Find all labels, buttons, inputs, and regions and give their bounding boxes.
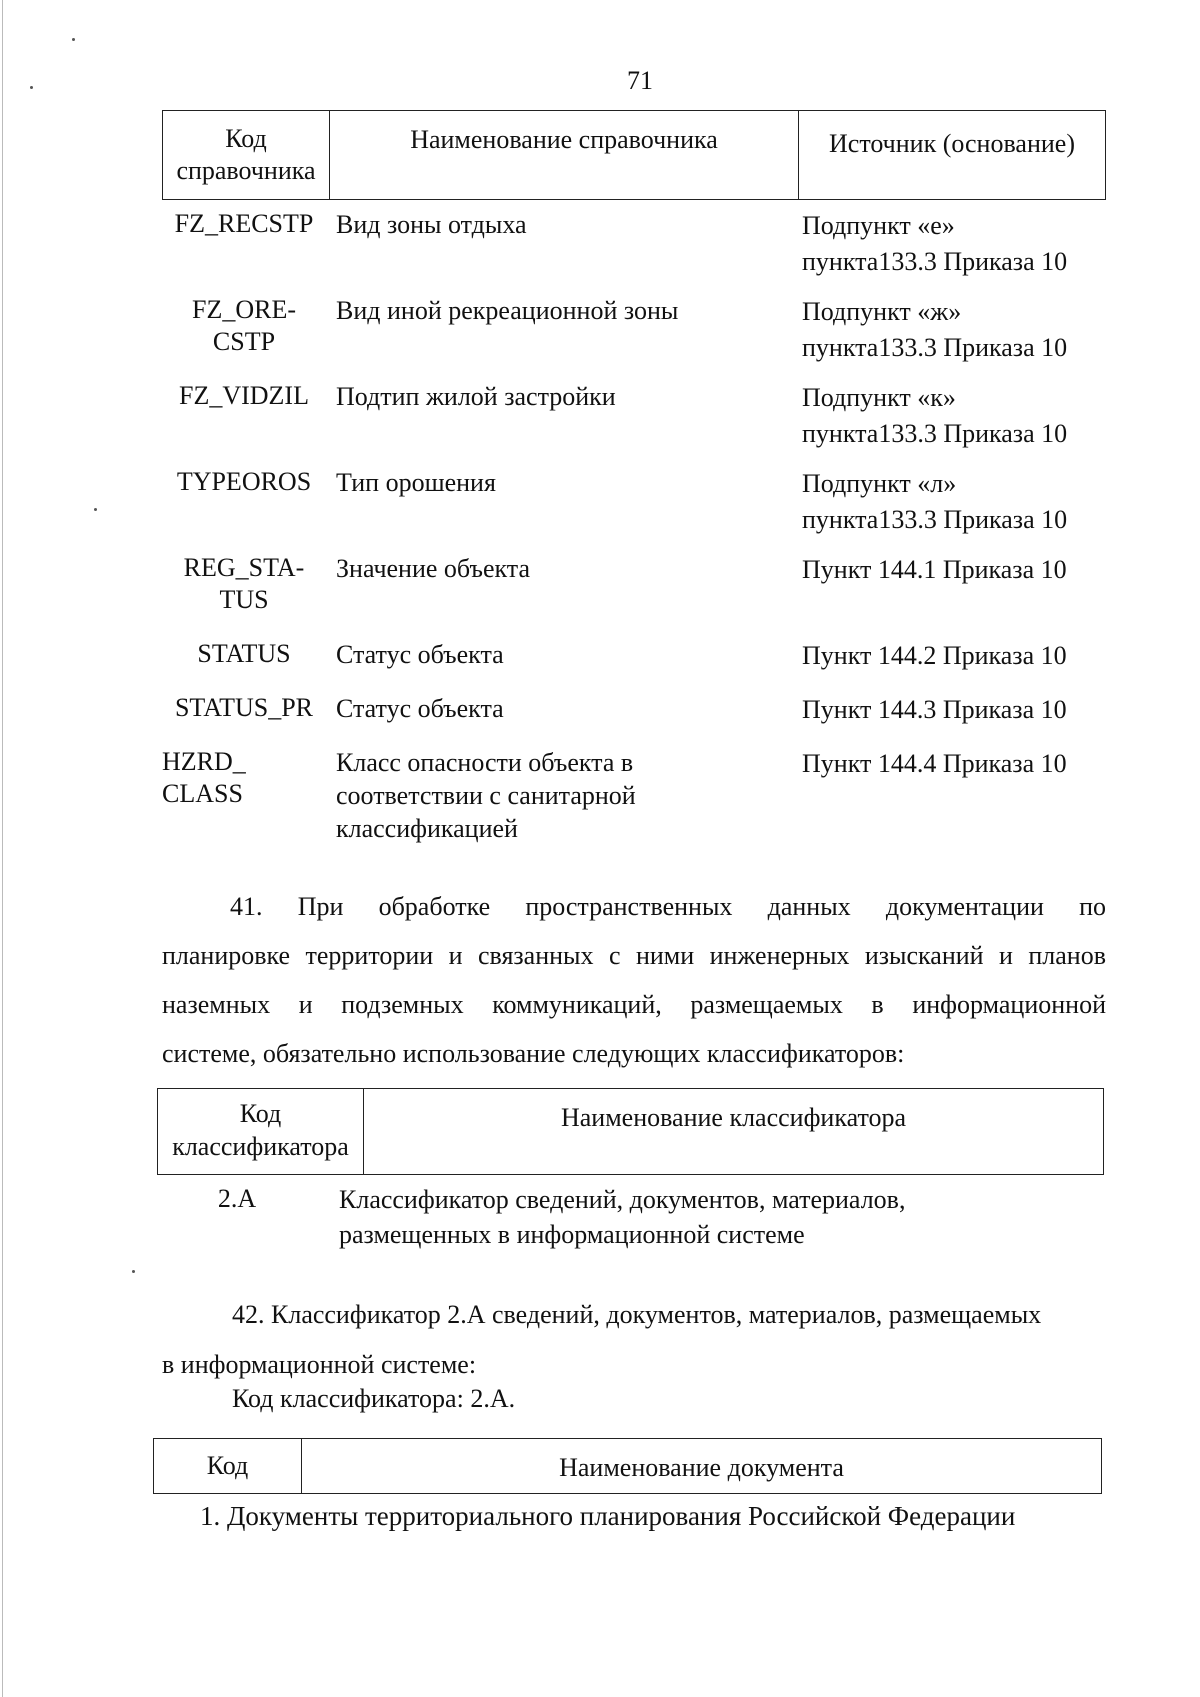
row-code: HZRD_ CLASS xyxy=(162,747,246,808)
header-code xyxy=(154,1439,302,1493)
row-code: STATUS xyxy=(197,639,291,668)
table-row xyxy=(162,552,1106,616)
table-row xyxy=(162,208,1106,280)
row-code: FZ_ORE- CSTP xyxy=(192,295,296,356)
paragraph-41 xyxy=(162,882,1106,1078)
row-code: FZ_RECSTP xyxy=(174,209,314,238)
row-source xyxy=(796,380,1106,452)
document-section-title: 1. Документы территориального планирования Российской Федерации xyxy=(200,1501,1016,1531)
header-name-label: Наименование документа xyxy=(559,1453,844,1482)
scan-speck xyxy=(30,86,33,89)
row-code: TYPEOROS xyxy=(176,467,312,496)
scan-speck xyxy=(94,508,97,511)
table-row xyxy=(162,294,1106,366)
header-code-label: Код справочника xyxy=(176,124,316,185)
header-name xyxy=(302,1439,1101,1493)
row-source-line: Пункт 144.2 Приказа 10 xyxy=(802,641,1067,670)
row-code: REG_STA- TUS xyxy=(183,553,305,614)
scan-speck xyxy=(72,38,75,41)
row-name: Тип орошения xyxy=(336,468,496,497)
paragraph-line: системе, обязательно использование следующих классификаторов: xyxy=(162,1039,905,1068)
row-name: Значение объекта xyxy=(336,554,530,583)
paragraph-line: 42. Классификатор 2.А сведений, документов, материалов, размещаемых xyxy=(232,1300,1042,1329)
row-source-line: Пункт 144.4 Приказа 10 xyxy=(802,749,1067,778)
header-source xyxy=(799,111,1105,199)
row-source-line: Пункт 144.3 Приказа 10 xyxy=(802,695,1067,724)
paragraph-line: наземных и подземных коммуникаций, размещаемых в информационной xyxy=(162,990,1106,1019)
row-source xyxy=(796,638,1106,674)
row-source-line: Подпункт «ж» xyxy=(802,297,962,326)
paragraph-line: планировке территории и связанных с ними инженерных изысканий и планов xyxy=(162,941,1106,970)
header-name-label: Наименование классификатора xyxy=(560,1103,907,1132)
row-source-line: Пункт 144.1 Приказа 10 xyxy=(802,555,1067,584)
row-source-line: пункта133.3 Приказа 10 xyxy=(802,247,1068,276)
table-row xyxy=(162,380,1106,452)
row-source-line: Подпункт «к» xyxy=(802,383,956,412)
row-name: Вид зоны отдыха xyxy=(336,210,527,239)
paragraph-line: в информационной системе: xyxy=(162,1350,477,1379)
row-source xyxy=(796,294,1106,366)
row-source xyxy=(796,692,1106,728)
row-name: Статус объекта xyxy=(336,640,504,669)
header-code xyxy=(163,111,330,199)
row-source-line: пункта133.3 Приказа 10 xyxy=(802,333,1068,362)
row-code: 2.А xyxy=(217,1184,257,1213)
header-code-label: Код xyxy=(206,1451,249,1480)
table-row xyxy=(157,1182,1104,1252)
row-name: Классификатор сведений, документов, материалов, размещенных в информационной системе xyxy=(339,1185,906,1249)
table-row xyxy=(162,692,1106,728)
classifier-code-line: Код классификатора: 2.А. xyxy=(232,1384,516,1413)
table-row xyxy=(162,746,1106,845)
row-source xyxy=(796,746,1106,845)
classifier-table-header xyxy=(157,1088,1104,1175)
header-name xyxy=(330,111,799,199)
header-source-label: Источник (основание) xyxy=(829,129,1075,158)
document-table-header xyxy=(153,1438,1102,1494)
row-source-line: Подпункт «е» xyxy=(802,211,955,240)
row-source-line: пункта133.3 Приказа 10 xyxy=(802,419,1068,448)
paragraph-42 xyxy=(162,1290,1106,1390)
header-name-label: Наименование справочника xyxy=(410,125,718,154)
table-row xyxy=(162,466,1106,538)
header-code xyxy=(158,1089,364,1174)
row-name: Подтип жилой застройки xyxy=(336,382,616,411)
row-source xyxy=(796,552,1106,616)
row-name: Статус объекта xyxy=(336,694,504,723)
page-number: 71 xyxy=(627,66,653,95)
row-source xyxy=(796,466,1106,538)
table-row xyxy=(162,638,1106,674)
reference-table-header xyxy=(162,110,1106,200)
row-source-line: пункта133.3 Приказа 10 xyxy=(802,505,1068,534)
row-source-line: Подпункт «л» xyxy=(802,469,957,498)
header-code-label: Код классификатора xyxy=(172,1099,349,1161)
row-code: STATUS_PR xyxy=(174,693,314,722)
paragraph-line: 41. При обработке пространственных данных документации по xyxy=(230,892,1106,921)
row-name: Класс опасности объекта в соответствии с санитарной классификацией xyxy=(336,748,636,843)
row-source xyxy=(796,208,1106,280)
row-code: FZ_VIDZIL xyxy=(179,381,309,410)
header-name xyxy=(364,1089,1103,1174)
row-name: Вид иной рекреационной зоны xyxy=(336,296,679,325)
page-edge xyxy=(2,0,3,1697)
scan-speck xyxy=(132,1270,135,1273)
